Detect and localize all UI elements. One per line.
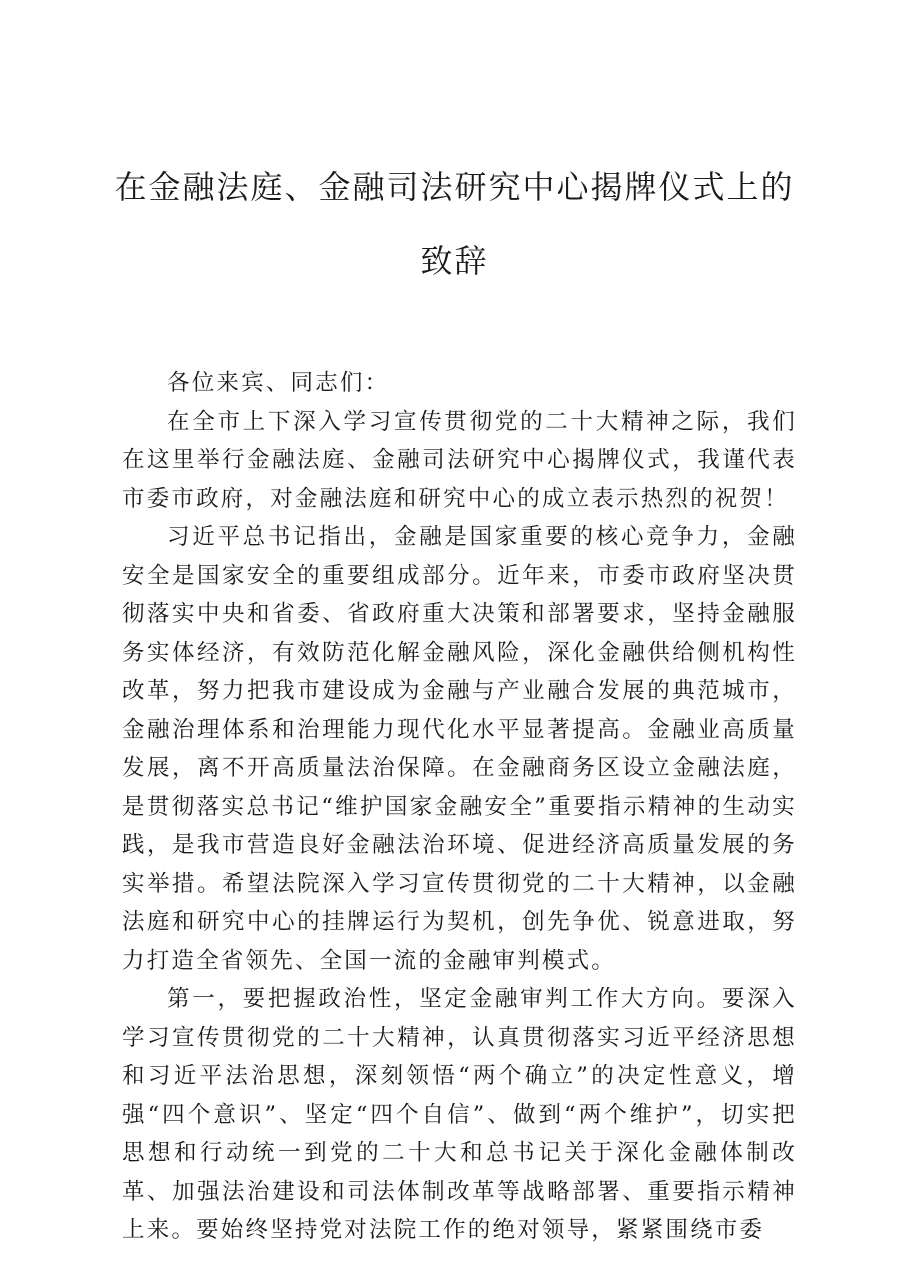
paragraph-1: 在全市上下深入学习宣传贯彻党的二十大精神之际，我们在这里举行金融法庭、金融司法研究中心揭牌仪式，我谨代表市委市政府，对金融法庭和研究中心的成立表示热烈的祝贺！ bbox=[122, 408, 797, 512]
paragraph-2: 习近平总书记指出，金融是国家重要的核心竞争力，金融安全是国家安全的重要组成部分。近年来，市委市政府坚决贯彻落实中央和省委、省政府重大决策和部署要求，坚持金融服务实体经济，有效防范化解金融风险，深化金融供给侧机构性改革，努力把我市建设成为金融与产业融合发展的典范城市，金融治理体系和治理能力现代化水平显著提高。金融业高质量发展，离不开高质量法治保障。在金融商务区设立金融法庭，是贯彻落实总书记“维护国家金融安全”重要指示精神的生动实践，是我市营造良好金融法治环境、促进经济高质量发展的务实举措。希望法院深入学习宣传贯彻党的二十大精神，以金融法庭和研究中心的挂牌运行为契机，创先争优、锐意进取，努力打造全省领先、全国一流的金融审判模式。 bbox=[122, 524, 797, 974]
salutation: 各位来宾、同志们： bbox=[167, 370, 390, 396]
document-title: 在金融法庭、金融司法研究中心揭牌仪式上的致辞 bbox=[114, 168, 795, 280]
document-body bbox=[122, 364, 797, 1250]
paragraph-3: 第一，要把握政治性，坚定金融审判工作大方向。要深入学习宣传贯彻党的二十大精神，认真贯彻落实习近平经济思想和习近平法治思想，深刻领悟“两个确立”的决定性意义，增强“四个意识”、坚定“四个自信”、做到“两个维护”，切实把思想和行动统一到党的二十大和总书记关于深化金融体制改革、加强法治建设和司法体制改革等战略部署、重要指示精神上来。要始终坚持党对法院工作的绝对领导，紧紧围绕市委 bbox=[122, 986, 797, 1243]
